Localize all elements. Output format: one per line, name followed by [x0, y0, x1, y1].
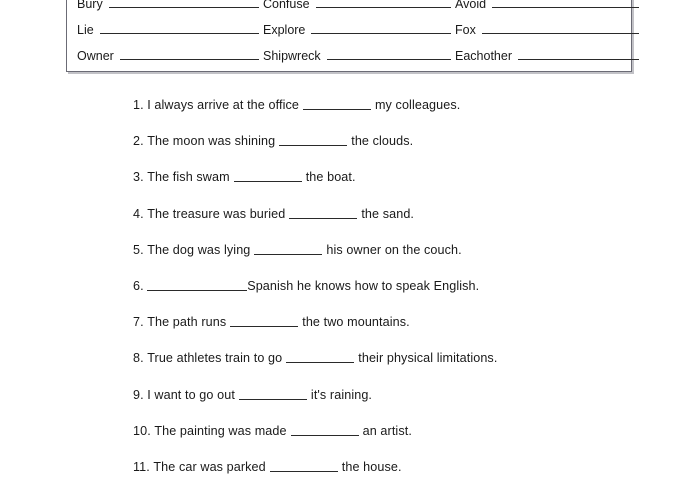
word-bank-answer-line[interactable]: [109, 0, 259, 8]
word-bank-row: [77, 37, 621, 63]
question-text-after-blank: the two mountains.: [302, 315, 410, 330]
question-text-before-blank: The car was parked: [153, 459, 266, 474]
word-bank-answer-line[interactable]: [492, 0, 639, 8]
word-bank-word: Fox: [455, 23, 476, 37]
question-text-after-blank: the house.: [341, 459, 402, 474]
word-bank-entry: [263, 49, 455, 63]
word-bank-entry: [455, 49, 643, 63]
question-text-after-blank: it's raining.: [310, 387, 373, 402]
word-bank-answer-line[interactable]: [100, 23, 259, 34]
question-number: 10.: [133, 423, 151, 438]
word-bank-row: [77, 0, 621, 11]
question-number: 9.: [133, 387, 144, 402]
question-row: [133, 388, 673, 424]
question-row: [133, 207, 673, 243]
word-bank-entry: [263, 0, 455, 11]
answer-blank[interactable]: [239, 389, 307, 400]
word-bank-entry: [455, 23, 643, 37]
answer-blank[interactable]: [147, 280, 247, 291]
question-number: 2.: [133, 134, 144, 149]
questions-list: [133, 98, 673, 496]
question-row: [133, 134, 673, 170]
question-text-after-blank: the boat.: [305, 170, 356, 185]
word-bank-row: [77, 11, 621, 37]
word-bank-word: Shipwreck: [263, 49, 321, 63]
word-bank-word: Owner: [77, 49, 114, 63]
question-number: 1.: [133, 98, 144, 112]
question-text-before-blank: I always arrive at the office: [147, 98, 299, 112]
answer-blank[interactable]: [254, 244, 322, 255]
question-row: [133, 351, 673, 387]
question-text-before-blank: The path runs: [147, 315, 227, 330]
answer-blank[interactable]: [270, 461, 338, 472]
question-text-before-blank: I want to go out: [147, 387, 235, 402]
question-text-before-blank: The fish swam: [147, 170, 230, 185]
question-row: [133, 170, 673, 206]
question-text-after-blank: my colleagues.: [374, 98, 461, 112]
word-bank-word: Bury: [77, 0, 103, 11]
word-bank-word: Confuse: [263, 0, 310, 11]
answer-blank[interactable]: [230, 316, 298, 327]
word-bank-word: Lie: [77, 23, 94, 37]
answer-blank[interactable]: [234, 171, 302, 182]
question-row: [133, 315, 673, 351]
question-text-before-blank: The painting was made: [154, 423, 287, 438]
question-text-after-blank: their physical limitations.: [358, 351, 498, 366]
question-text-before-blank: The moon was shining: [147, 134, 276, 149]
question-text-after-blank: an artist.: [362, 423, 412, 438]
question-number: 8.: [133, 351, 144, 366]
question-row: [133, 424, 673, 460]
word-bank-word: Avoid: [455, 0, 487, 11]
word-bank-entry: [77, 23, 263, 37]
question-number: 3.: [133, 170, 144, 185]
question-text-after-blank: Spanish he knows how to speak English.: [247, 278, 480, 293]
word-bank-answer-line[interactable]: [316, 0, 451, 8]
question-row: [133, 243, 673, 279]
word-bank-entry: [77, 49, 263, 63]
answer-blank[interactable]: [289, 208, 357, 219]
word-bank-answer-line[interactable]: [327, 49, 451, 60]
question-text-before-blank: The dog was lying: [147, 242, 251, 257]
word-bank-answer-line[interactable]: [518, 49, 639, 60]
word-bank-entry: [455, 0, 643, 11]
answer-blank[interactable]: [279, 135, 347, 146]
question-text-after-blank: his owner on the couch.: [326, 242, 462, 257]
question-row: [133, 279, 673, 315]
word-bank-answer-line[interactable]: [482, 23, 639, 34]
word-bank-answer-line[interactable]: [311, 23, 451, 34]
question-text-before-blank: True athletes train to go: [147, 351, 283, 366]
word-bank-box: [66, 0, 632, 72]
question-text-before-blank: The treasure was buried: [147, 206, 286, 221]
word-bank-word: Explore: [263, 23, 306, 37]
question-number: 7.: [133, 315, 144, 330]
question-text-after-blank: the sand.: [361, 206, 415, 221]
word-bank-answer-line[interactable]: [120, 49, 259, 60]
question-row: [133, 460, 673, 496]
word-bank-word: Eachother: [455, 49, 512, 63]
question-number: 6.: [133, 278, 144, 293]
answer-blank[interactable]: [303, 99, 371, 110]
question-text-after-blank: the clouds.: [351, 134, 414, 149]
word-bank-entry: [263, 23, 455, 37]
answer-blank[interactable]: [286, 352, 354, 363]
question-row: [133, 98, 673, 134]
question-number: 4.: [133, 206, 144, 221]
question-number: 5.: [133, 242, 144, 257]
word-bank-entry: [77, 0, 263, 11]
answer-blank[interactable]: [291, 425, 359, 436]
question-number: 11.: [133, 459, 150, 474]
